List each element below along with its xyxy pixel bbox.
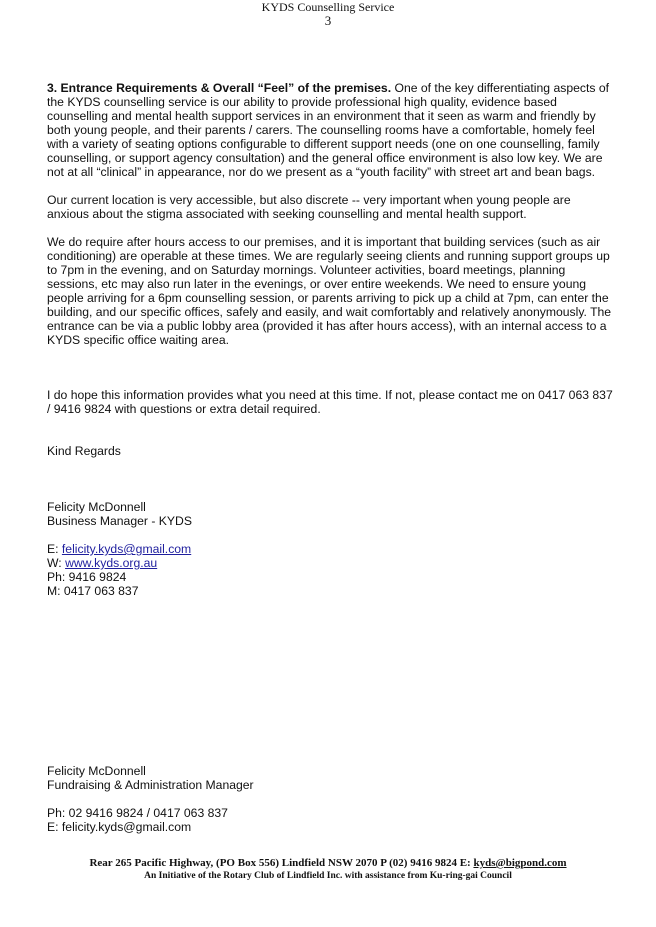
signature2-email: E: felicity.kyds@gmail.com	[47, 820, 192, 834]
paragraph-4	[47, 388, 615, 416]
signature-name: Felicity McDonnell	[47, 500, 146, 514]
signature-block	[47, 500, 615, 598]
paragraph-2-text: Our current location is very accessible, but also discrete -- very important when young people are anxious about the stigma associated with seeking counselling and mental health support.	[47, 193, 571, 221]
signature2-phone: Ph: 02 9416 9824 / 0417 063 837	[47, 806, 228, 820]
closing	[47, 444, 615, 458]
email-prefix: E:	[47, 542, 62, 556]
page-footer	[0, 857, 656, 882]
page-header	[0, 0, 656, 28]
signature-web-link[interactable]: www.kyds.org.au	[65, 556, 158, 570]
signature-email-line	[47, 542, 615, 556]
signature-phone: Ph: 9416 9824	[47, 570, 127, 584]
paragraph-2	[47, 193, 615, 221]
paragraph-3	[47, 235, 615, 347]
footer-email-link[interactable]: kyds@bigpond.com	[473, 857, 567, 869]
footer-address	[0, 857, 656, 870]
footer-address-text: Rear 265 Pacific Highway, (PO Box 556) Lindfield NSW 2070 P (02) 9416 9824 E:	[89, 857, 474, 869]
signature-title: Business Manager - KYDS	[47, 514, 192, 528]
page-number: 3	[324, 13, 332, 28]
header-title: KYDS Counselling Service	[261, 0, 395, 14]
paragraph-4-text: I do hope this information provides what you need at this time. If not, please contact me on 0417 063 837 / 9416 9824 with questions or extra detail required.	[47, 388, 613, 416]
signature-email-link[interactable]: felicity.kyds@gmail.com	[61, 542, 192, 556]
signature-web-line	[47, 556, 615, 570]
footer-initiative: An Initiative of the Rotary Club of Lindfield Inc. with assistance from Ku-ring-gai Council	[144, 871, 512, 881]
signature2-name: Felicity McDonnell	[47, 764, 146, 778]
web-prefix: W:	[47, 556, 66, 570]
paragraph-1-text: One of the key differentiating aspects of the KYDS counselling service is our ability to provide professional high quality, evidence based counselling and mental health support services in an environment that it seen as warm and friendly by both young people, and their parents / carers. The counselling rooms have a comfortable, homely feel with a variety of seating options configurable to different support needs (one on one counselling, family counselling, or support agency consultation) and the general office environment is also low key. We are not at all “clinical” in appearance, nor do we present as a “youth facility” with street art and bean bags.	[47, 81, 610, 179]
signature2-title: Fundraising & Administration Manager	[47, 778, 254, 792]
section-heading: 3. Entrance Requirements & Overall “Feel” of the premises.	[47, 81, 392, 95]
signature-block-2	[47, 764, 615, 834]
paragraph-3-text: We do require after hours access to our premises, and it is important that building services (such as air conditioning) are operable at these times. We are regularly seeing clients and running support groups up to 7pm in the evening, and on Saturday mornings. Volunteer activities, board meetings, planning sessions, etc may also run later in the evenings, or over entire weekends. We need to ensure young people arriving for a 6pm counselling session, or parents arriving to pick up a child at 7pm, can enter the building, and our specific offices, safely and easily, and wait comfortably and relatively anonymously. The entrance can be via a public lobby area (provided it has after hours access), with an internal access to a KYDS specific office waiting area.	[47, 235, 612, 347]
section-paragraph-1	[47, 81, 615, 179]
closing-text: Kind Regards	[47, 444, 121, 458]
signature-mobile: M: 0417 063 837	[47, 584, 139, 598]
